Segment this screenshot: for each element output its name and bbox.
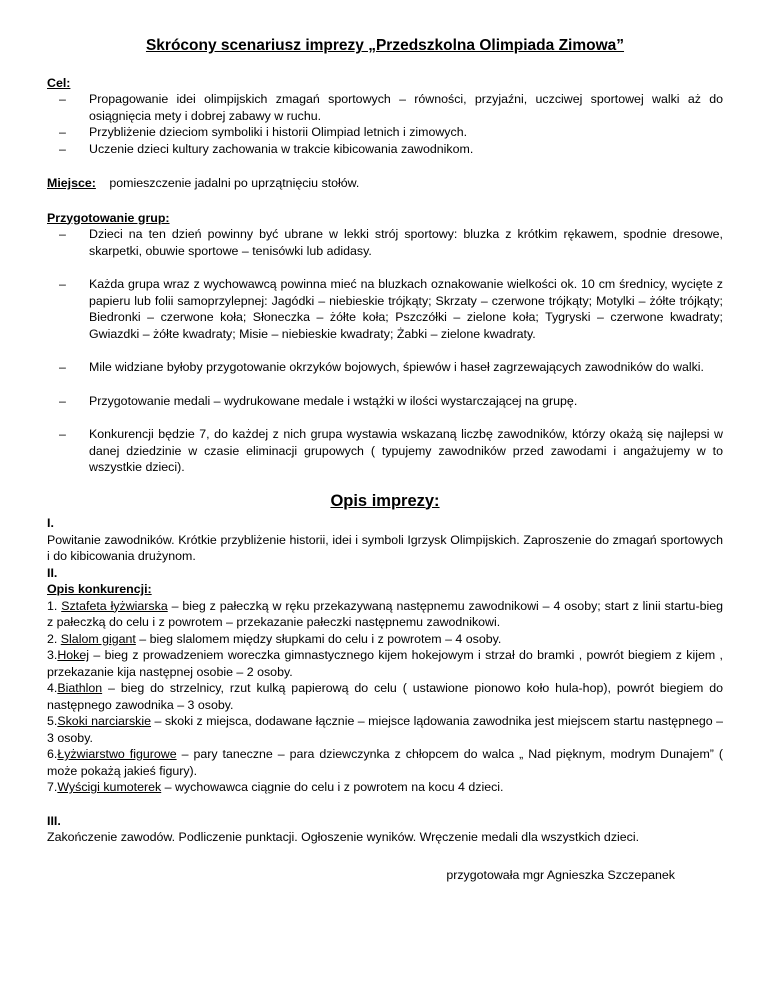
competition-desc: – pary taneczne – para dziewczynka z chłopcem do walca „ Nad pięknym, modrym Dunajem” ( może pokażą jakieś figury). [47, 747, 723, 778]
section-number-2: II. [47, 565, 58, 580]
competition-name: Slalom gigant [60, 631, 136, 646]
competition-item [47, 598, 723, 631]
opis-title: Opis imprezy: [330, 491, 440, 510]
cel-label: Cel: [47, 75, 71, 90]
przygotowanie-list [47, 226, 723, 476]
competition-item [47, 631, 723, 648]
miejsce-section [47, 175, 723, 192]
competition-name: Wyścigi kumoterek [57, 780, 162, 794]
competition-number: 2. [47, 631, 61, 646]
list-item: – Przybliżenie dzieciom symboliki i historii Olimpiad letnich i zimowych. [47, 124, 723, 141]
competition-desc: – bieg z prowadzeniem woreczka gimnastycznego kijem hokejowym i strzał do bramki , powrót biegiem z kijem , przekazanie kija następnej osobie – 2 osoby. [47, 648, 723, 679]
przygotowanie-section [47, 210, 723, 476]
competition-list [47, 598, 723, 796]
section-number-3: III. [47, 813, 61, 828]
competition-number: 5. [47, 714, 58, 728]
competition-desc: – bieg z pałeczką w ręku przekazywaną następnemu zawodnikowi – 4 osoby; start z linii startu-bieg z pałeczką do celu i z powrotem – przekazanie pałeczki następnemu zawodnikowi. [47, 598, 723, 629]
document-title: Skrócony scenariusz imprezy „Przedszkolna Olimpiada Zimowa” [145, 37, 625, 54]
list-item: – Konkurencji będzie 7, do każdej z nich grupa wystawia wskazaną liczbę zawodników, którzy okażą się najlepsi w danej dziedzinie w czasie eliminacji grupowych ( typujemy zawodników przed zawodami i angażujemy w to wszystkie dzieci). [47, 426, 723, 476]
section-number-1: I. [47, 516, 54, 530]
competition-desc: – wychowawca ciągnie do celu i z powrotem na kocu 4 dzieci. [161, 780, 504, 794]
section-3-text: Zakończenie zawodów. Podliczenie punktacji. Ogłoszenie wyników. Wręczenie medali dla wszystkich dzieci. [47, 830, 640, 844]
list-item: – Propagowanie idei olimpijskich zmagań sportowych – równości, przyjaźni, uczciwej sportowej walki aż do osiągnięcia mety i dobrej zabawy w ruchu. [47, 91, 723, 124]
competition-item [47, 680, 723, 713]
competition-item [47, 779, 723, 796]
miejsce-label: Miejsce: [47, 176, 96, 190]
list-item: – Uczenie dzieci kultury zachowania w trakcie kibicowania zawodnikom. [47, 141, 723, 158]
competition-name: Hokej [57, 648, 90, 662]
list-item: – Każda grupa wraz z wychowawcą powinna mieć na bluzkach oznakowanie wielkości ok. 10 cm średnicy, wycięte z papieru lub folii samoprzylepnej: Jagódki – niebieskie trójkąty; Skrzaty – czerwone trójkąty; Motylki – żółte trójkąty; Biedronki – czerwone koła; Słoneczka – żółte koła; Pszczółki – zielone koła; Tygryski – czerwone kwadraty; Gwiazdki – żółte kwadraty; Misie – niebieskie kwadraty; Żabki – zielone kwadraty. [47, 276, 723, 342]
competition-name: Łyżwiarstwo figurowe [57, 747, 177, 761]
competition-number: 7. [47, 780, 58, 794]
signature: przygotowała mgr Agnieszka Szczepanek [446, 867, 675, 882]
competition-number: 4. [47, 681, 58, 695]
document-page [47, 38, 723, 883]
competition-name: Biathlon [57, 681, 103, 695]
list-item: – Przygotowanie medali – wydrukowane medale i wstążki w ilości wystarczającej na grupę. [47, 393, 723, 410]
list-item: – Dzieci na ten dzień powinny być ubrane w lekki strój sportowy: bluzka z krótkim rękawem, spodnie dresowe, skarpetki, obuwie sportowe – tenisówki lub adidasy. [47, 226, 723, 259]
konkurencje-label: Opis konkurencji: [47, 582, 152, 596]
competition-item [47, 746, 723, 779]
spacer [47, 796, 723, 813]
cel-list [47, 91, 723, 157]
section-1-text: Powitanie zawodników. Krótkie przybliżenie historii, idei i symboli Igrzysk Olimpijskich. Zaproszenie do zmagań sportowych i do kibicowania drużynom. [47, 532, 723, 563]
przygotowanie-label: Przygotowanie grup: [47, 210, 170, 225]
competition-number: 1. [47, 598, 62, 613]
cel-section [47, 75, 723, 158]
miejsce-text: pomieszczenie jadalni po uprzątnięciu stołów. [109, 176, 360, 190]
opis-section [47, 515, 723, 846]
competition-desc: – bieg slalomem między słupkami do celu i z powrotem – 4 osoby. [135, 631, 502, 646]
competition-item [47, 647, 723, 680]
list-item: – Mile widziane byłoby przygotowanie okrzyków bojowych, śpiewów i haseł zagrzewających zawodników do walki. [47, 359, 723, 376]
competition-number: 6. [47, 747, 58, 761]
competition-item [47, 713, 723, 746]
competition-name: Skoki narciarskie [57, 714, 152, 728]
competition-desc: – skoki z miejsca, dodawane łącznie – miejsce lądowania zawodnika jest miejscem startu następnego – 3 osoby. [47, 714, 724, 745]
competition-name: Sztafeta łyżwiarska [61, 598, 168, 613]
competition-number: 3. [47, 648, 58, 662]
competition-desc: – bieg do strzelnicy, rzut kulką papierową do celu ( ustawione pionowo koło hula-hop), powrót biegiem do następnego zawodnika – 3 osoby. [47, 681, 723, 712]
